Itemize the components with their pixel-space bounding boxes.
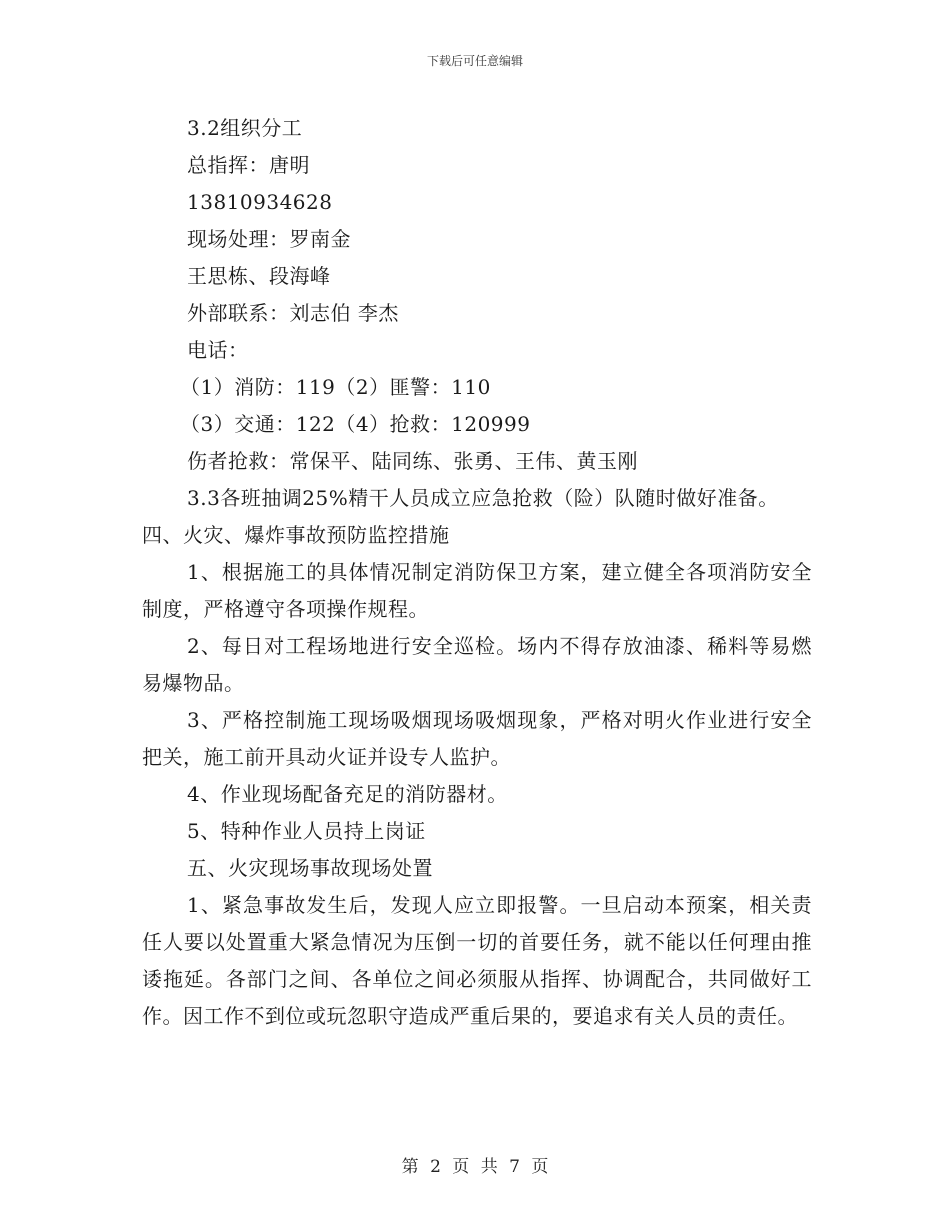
- onsite-members-line: 王思栋、段海峰: [187, 264, 331, 288]
- commander-line: 总指挥：唐明: [187, 153, 310, 177]
- section-3-2-title: 3.2组织分工: [187, 116, 303, 140]
- measure-3-paragraph: 3、严格控制施工现场吸烟现场吸烟现象，严格对明火作业进行安全把关，施工前开具动火证并设专人监护。: [142, 708, 812, 769]
- onsite-handling-line: 现场处理：罗南金: [187, 227, 351, 251]
- section-4-heading: 四、火灾、爆炸事故预防监控措施: [142, 523, 450, 547]
- measure-5-line: 5、特种作业人员持上岗证: [187, 819, 426, 843]
- document-body: [142, 110, 812, 1035]
- measure-4-line: 4、作业现场配备充足的消防器材。: [187, 782, 508, 806]
- external-contact-line: 外部联系：刘志伯 李杰: [187, 301, 399, 325]
- measure-2-paragraph: 2、每日对工程场地进行安全巡检。场内不得存放油漆、稀料等易燃易爆物品。: [142, 634, 812, 695]
- page-number-footer: 第 2 页 共 7 页: [401, 1157, 549, 1177]
- phone-fire-police: （1）消防：119（2）匪警：110: [180, 375, 491, 399]
- phone-label: 电话：: [187, 338, 249, 362]
- measure-1-paragraph: 1、根据施工的具体情况制定消防保卫方案，建立健全各项消防安全制度，严格遵守各项操作规程。: [142, 560, 812, 621]
- section-3-3-line: 3.3各班抽调25%精干人员成立应急抢救（险）队随时做好准备。: [187, 486, 779, 510]
- injured-rescue-line: 伤者抢救：常保平、陆同练、张勇、王伟、黄玉刚: [187, 449, 638, 473]
- page-header: 下载后可任意编辑: [426, 54, 523, 68]
- section-5-heading: 五、火灾现场事故现场处置: [187, 856, 433, 880]
- commander-phone: 13810934628: [187, 190, 333, 214]
- disposal-1-paragraph: 1、紧急事故发生后，发现人应立即报警。一旦启动本预案，相关责任人要以处置重大紧急情况为压倒一切的首要任务，就不能以任何理由推诿拖延。各部门之间、各单位之间必须服从指挥、协调配合，共同做好工作。因工作不到位或玩忽职守造成严重后果的，要追求有关人员的责任。: [142, 893, 812, 1028]
- phone-traffic-rescue: （3）交通：122（4）抢救：120999: [180, 412, 531, 436]
